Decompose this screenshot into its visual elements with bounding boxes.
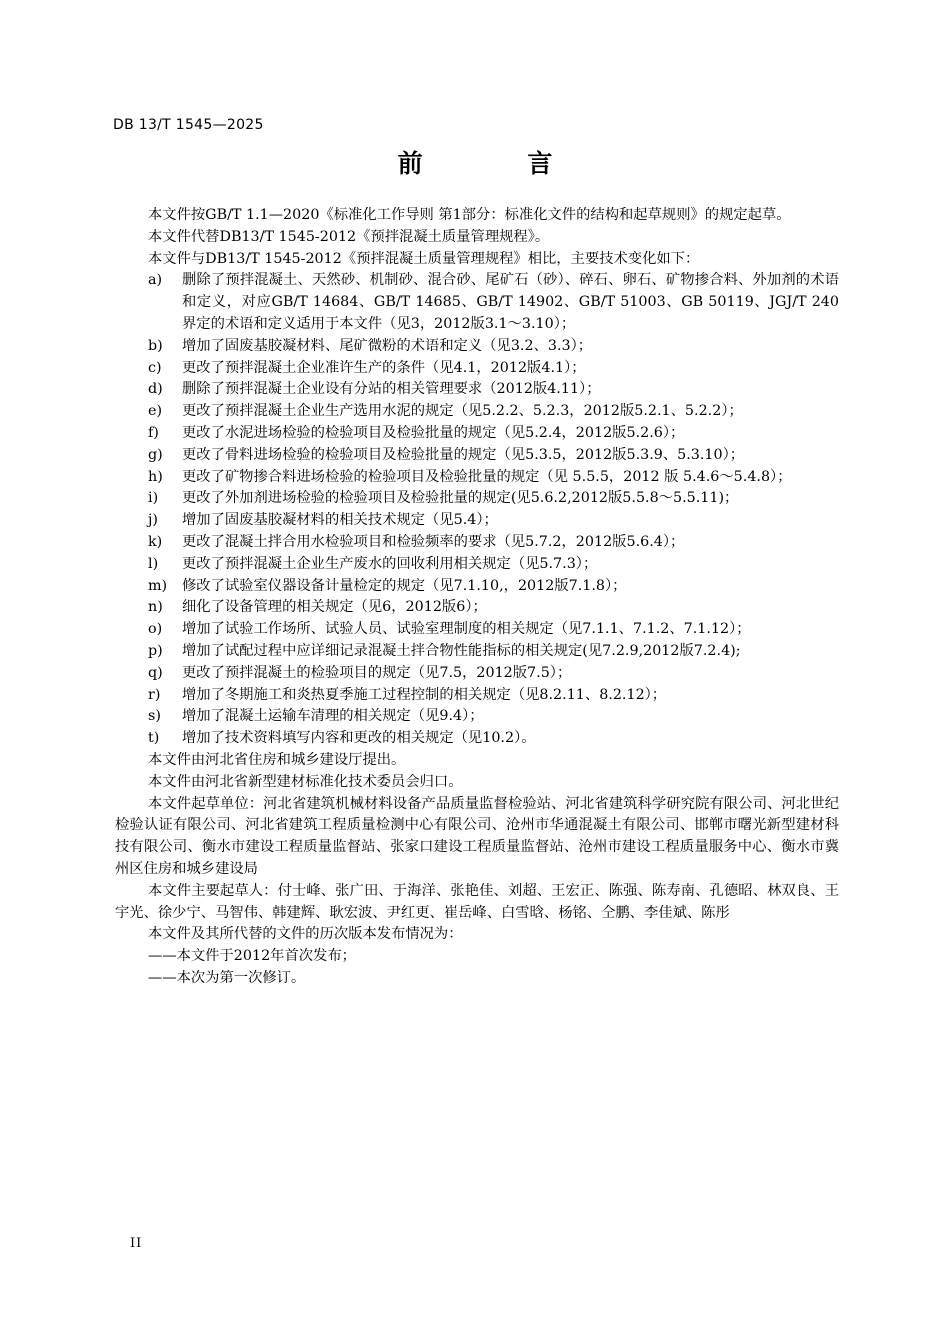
change-item bbox=[115, 379, 839, 401]
change-text: 修改了试验室仪器设备计量检定的规定（见7.1.10,，2012版7.1.8）； bbox=[182, 577, 627, 594]
change-text: 更改了外加剂进场检验的检验项目及检验批量的规定(见5.6.2,2012版5.5.8～5.5.11)； bbox=[182, 490, 739, 507]
change-label: c) bbox=[148, 359, 162, 376]
info-paragraph: 本文件由河北省住房和城乡建设厅提出。 bbox=[148, 751, 406, 768]
history-item: ——本文件于2012年首次发布； bbox=[148, 948, 356, 965]
change-label: t) bbox=[148, 730, 160, 747]
change-text: 更改了预拌混凝土的检验项目的规定（见7.5，2012版7.5）； bbox=[182, 664, 572, 681]
intro-paragraph: 本文件代替DB13/T 1545-2012《预拌混凝土质量管理规程》。 bbox=[148, 228, 550, 245]
change-label: a) bbox=[148, 272, 163, 289]
change-text: 增加了试验工作场所、试验人员、试验室理制度的相关规定（见7.1.1、7.1.2、7.1.12）； bbox=[182, 621, 751, 638]
change-label: e) bbox=[148, 403, 163, 420]
change-text: 更改了骨料进场检验的检验项目及检验批量的规定（见5.3.5，2012版5.3.9、5.3.10）； bbox=[182, 446, 745, 463]
change-text: 更改了混凝土拌合用水检验项目和检验频率的要求（见5.7.2，2012版5.6.4）； bbox=[182, 533, 685, 550]
change-item bbox=[115, 576, 839, 598]
change-item bbox=[115, 423, 839, 445]
change-item bbox=[115, 467, 839, 489]
standard-code: DB 13/T 1545—2025 bbox=[113, 117, 264, 133]
change-text: 更改了预拌混凝土企业准许生产的条件（见4.1，2012版4.1）； bbox=[182, 359, 586, 376]
document-body bbox=[115, 205, 839, 990]
change-label: d) bbox=[148, 381, 163, 398]
page-number: II bbox=[130, 1236, 143, 1251]
drafting-units-paragraph: 本文件起草单位：河北省建筑机械材料设备产品质量监督检验站、河北省建筑科学研究院有限公司、河北世纪检验认证有限公司、河北省建筑工程质量检测中心有限公司、沧州市华通混凝土有限公司、邯郸市曙光新型建材科技有限公司、衡水市建设工程质量监督站、张家口建设工程质量监督站、沧州市建设工程质量服务中心、衡水市冀州区住房和城乡建设局 bbox=[115, 795, 839, 877]
change-label: s) bbox=[148, 708, 161, 725]
change-list bbox=[115, 270, 839, 750]
page-title: 前 言 bbox=[397, 149, 601, 178]
intro-paragraph: 本文件按GB/T 1.1—2020《标准化工作导则 第1部分：标准化文件的结构和起草规则》的规定起草。 bbox=[148, 207, 791, 223]
change-item bbox=[115, 488, 839, 510]
change-label: b) bbox=[148, 337, 163, 354]
change-text: 更改了矿物掺合料进场检验的检验项目及检验批量的规定（见 5.5.5，2012 版 5.4.6～5.4.8）； bbox=[182, 468, 792, 485]
change-label: m) bbox=[148, 577, 168, 594]
change-label: p) bbox=[148, 642, 163, 659]
change-text: 增加了试配过程中应详细记录混凝土拌合物性能指标的相关规定(见7.2.9,2012版7.2.4); bbox=[182, 642, 741, 659]
change-text: 增加了固废基胶凝材料、尾矿微粉的术语和定义（见3.2、3.3）； bbox=[182, 337, 593, 354]
info-paragraph: 本文件由河北省新型建材标准化技术委员会归口。 bbox=[148, 773, 463, 790]
history-intro-paragraph: 本文件及其所代替的文件的历次版本发布情况为： bbox=[148, 926, 463, 943]
change-item bbox=[115, 619, 839, 641]
change-text: 增加了固废基胶凝材料的相关技术规定（见5.4）； bbox=[182, 512, 498, 529]
change-label: o) bbox=[148, 621, 163, 638]
change-item bbox=[115, 445, 839, 467]
history-item: ——本次为第一次修订。 bbox=[148, 969, 306, 986]
change-text: 增加了技术资料填写内容和更改的相关规定（见10.2）。 bbox=[182, 730, 536, 747]
drafters-paragraph: 本文件主要起草人：付士峰、张广田、于海洋、张艳佳、刘超、王宏正、陈强、陈寿南、孔德昭、林双良、王宇光、徐少宁、马智伟、韩建辉、耿宏波、尹红更、崔岳峰、白雪晗、杨铭、仝鹏、李佳斌、陈彤 bbox=[115, 882, 839, 921]
change-label: f) bbox=[148, 424, 159, 441]
change-item bbox=[115, 663, 839, 685]
change-text: 删除了预拌混凝土、天然砂、机制砂、混合砂、尾矿石（砂）、碎石、卵石、矿物掺合料、外加剂的术语和定义，对应GB/T 14684、GB/T 14685、GB/T 14902、GB/T 51003、GB 50119、JGJ/T 240界定的术语和定义适用于本文件（见3，2012版3.1～3.10）； bbox=[182, 272, 839, 332]
change-label: j) bbox=[148, 512, 159, 529]
change-label: g) bbox=[148, 446, 163, 463]
change-label: k) bbox=[148, 533, 163, 550]
change-label: n) bbox=[148, 599, 163, 616]
change-item bbox=[115, 554, 839, 576]
change-label: q) bbox=[148, 664, 163, 681]
change-text: 更改了预拌混凝土企业生产废水的回收利用相关规定（见5.7.3）； bbox=[182, 555, 598, 572]
change-item bbox=[115, 401, 839, 423]
change-text: 细化了设备管理的相关规定（见6，2012版6）； bbox=[182, 599, 487, 616]
change-label: l) bbox=[148, 555, 159, 572]
change-item bbox=[115, 641, 839, 663]
change-label: r) bbox=[148, 686, 161, 703]
change-text: 更改了水泥进场检验的检验项目及检验批量的规定（见5.2.4，2012版5.2.6）； bbox=[182, 424, 685, 441]
change-item bbox=[115, 532, 839, 554]
change-item bbox=[115, 510, 839, 532]
change-label: i) bbox=[148, 490, 159, 507]
change-text: 增加了混凝土运输车清理的相关规定（见9.4）； bbox=[182, 708, 484, 725]
change-text: 增加了冬期施工和炎热夏季施工过程控制的相关规定（见8.2.11、8.2.12）； bbox=[182, 686, 667, 703]
change-item bbox=[115, 706, 839, 728]
change-item bbox=[115, 597, 839, 619]
change-item bbox=[115, 358, 839, 380]
change-item bbox=[115, 728, 839, 750]
change-label: h) bbox=[148, 468, 163, 485]
change-text: 删除了预拌混凝土企业设有分站的相关管理要求（2012版4.11）； bbox=[182, 381, 601, 398]
change-text: 更改了预拌混凝土企业生产选用水泥的规定（见5.2.2、5.2.3，2012版5.2.1、5.2.2）； bbox=[182, 403, 743, 420]
intro-paragraph: 本文件与DB13/T 1545-2012《预拌混凝土质量管理规程》相比，主要技术变化如下： bbox=[148, 250, 700, 267]
change-item bbox=[115, 685, 839, 707]
change-item bbox=[115, 336, 839, 358]
change-item bbox=[115, 270, 839, 335]
